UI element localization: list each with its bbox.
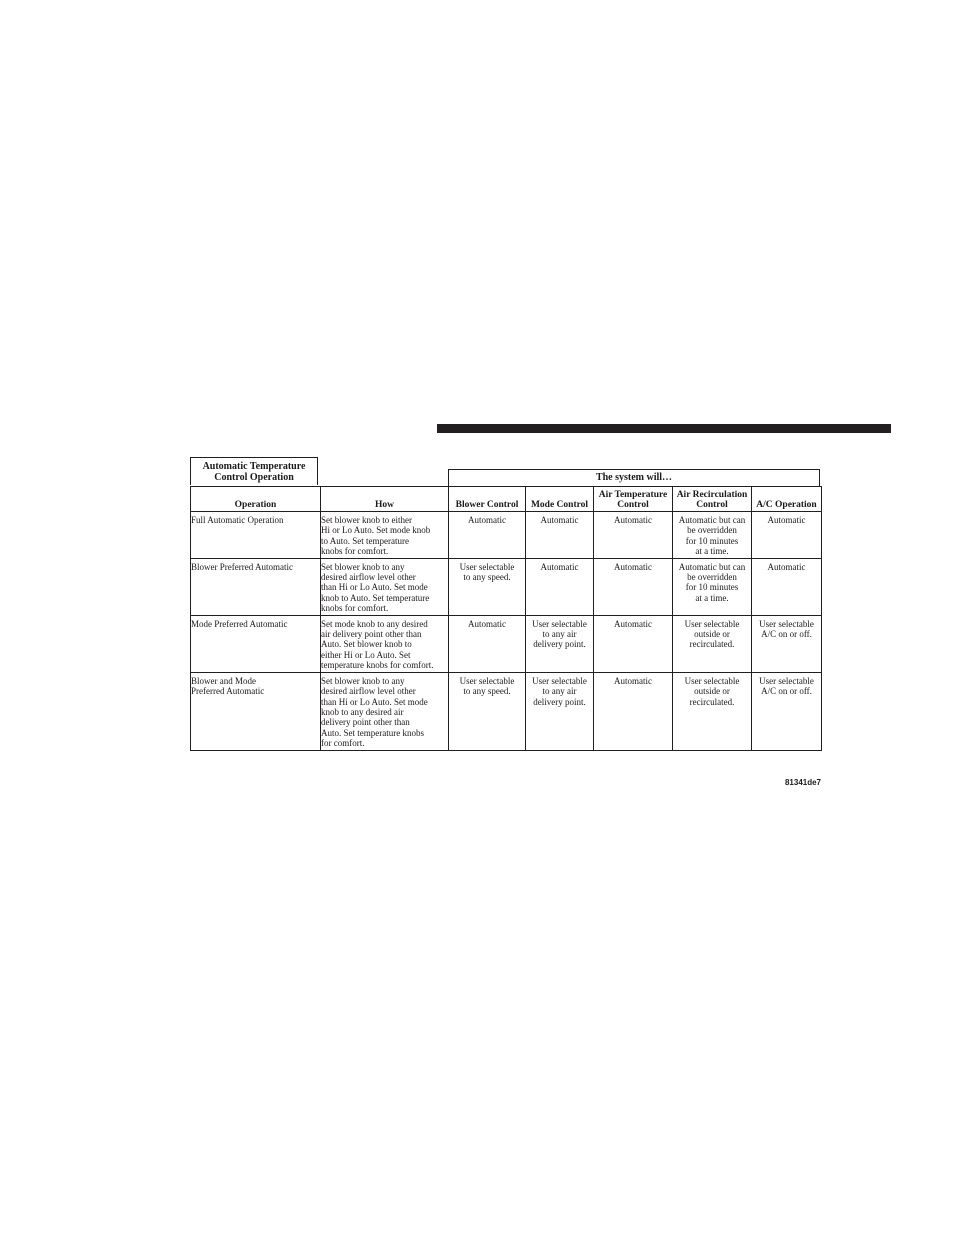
cell-ac-operation: Automatic [752, 558, 822, 615]
cell-blower-control: Automatic [449, 615, 526, 672]
column-header-air-temperature-control: Air Temperature Control [594, 487, 673, 512]
temperature-control-table [190, 486, 822, 751]
cell-ac-operation: User selectable A/C on or off. [752, 672, 822, 750]
cell-ac-operation: User selectable A/C on or off. [752, 615, 822, 672]
cell-blower-control: Automatic [449, 512, 526, 559]
column-header-how: How [321, 487, 449, 512]
cell-blower-control: User selectable to any speed. [449, 672, 526, 750]
cell-mode-control: Automatic [526, 558, 594, 615]
table-title-box [190, 457, 318, 485]
table-title-line: Automatic Temperature [202, 461, 306, 472]
cell-how: Set blower knob to any desired airflow level other than Hi or Lo Auto. Set mode knob to Auto. Set temperature knobs for comfort. [321, 558, 449, 615]
cell-operation: Mode Preferred Automatic [191, 615, 321, 672]
cell-air-temperature-control: Automatic [594, 672, 673, 750]
cell-air-temperature-control: Automatic [594, 558, 673, 615]
table-row [191, 512, 822, 559]
column-header-mode-control: Mode Control [526, 487, 594, 512]
cell-blower-control: User selectable to any speed. [449, 558, 526, 615]
cell-how: Set blower knob to any desired airflow level other than Hi or Lo Auto. Set mode knob to any desired air delivery point other than Auto. Set temperature knobs for comfort. [321, 672, 449, 750]
column-header-blower-control: Blower Control [449, 487, 526, 512]
figure-code-label: 81341de7 [784, 778, 821, 787]
cell-air-recirculation-control: User selectable outside or recirculated. [673, 672, 752, 750]
table-header-row [191, 487, 822, 512]
table-row [191, 558, 822, 615]
system-will-header: The system will… [448, 469, 820, 486]
cell-how: Set mode knob to any desired air delivery point other than Auto. Set blower knob to either Hi or Lo Auto. Set temperature knobs for comfort. [321, 615, 449, 672]
cell-air-recirculation-control: Automatic but can be overridden for 10 minutes at a time. [673, 558, 752, 615]
column-header-air-recirculation-control: Air Recirculation Control [673, 487, 752, 512]
cell-operation: Blower Preferred Automatic [191, 558, 321, 615]
cell-mode-control: Automatic [526, 512, 594, 559]
cell-air-recirculation-control: User selectable outside or recirculated. [673, 615, 752, 672]
cell-mode-control: User selectable to any air delivery point. [526, 672, 594, 750]
cell-mode-control: User selectable to any air delivery point. [526, 615, 594, 672]
section-header-rule [437, 424, 891, 433]
column-header-ac-operation: A/C Operation [752, 487, 822, 512]
table-row [191, 615, 822, 672]
cell-operation: Full Automatic Operation [191, 512, 321, 559]
cell-air-temperature-control: Automatic [594, 615, 673, 672]
cell-air-recirculation-control: Automatic but can be overridden for 10 minutes at a time. [673, 512, 752, 559]
cell-ac-operation: Automatic [752, 512, 822, 559]
cell-operation: Blower and Mode Preferred Automatic [191, 672, 321, 750]
table-title-line: Control Operation [214, 472, 294, 483]
column-header-operation: Operation [191, 487, 321, 512]
cell-air-temperature-control: Automatic [594, 512, 673, 559]
cell-how: Set blower knob to either Hi or Lo Auto. Set mode knob to Auto. Set temperature knobs for comfort. [321, 512, 449, 559]
table-row [191, 672, 822, 750]
